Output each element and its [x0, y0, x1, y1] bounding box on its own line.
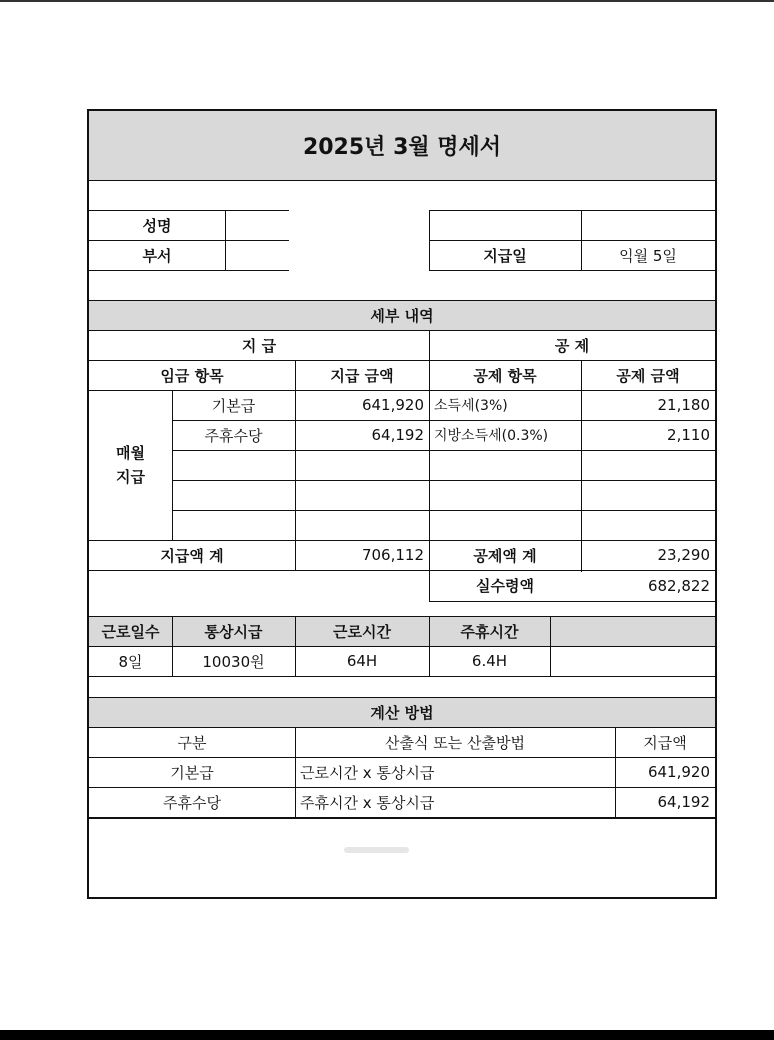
deduct-item: [429, 480, 581, 510]
hourly-rate-label: 통상시급: [172, 617, 295, 646]
wage-item: 주휴수당: [204, 426, 263, 445]
page-title: 2025년 3월 명세서: [89, 111, 715, 180]
payday-label: 지급일: [483, 246, 527, 265]
group-label-line2: 지급: [116, 468, 145, 486]
work-hours-label: 근로시간: [295, 617, 429, 646]
work-header-blank: [550, 617, 715, 646]
wage-item: [172, 510, 295, 540]
calc-amount: 641,920: [647, 763, 710, 781]
calc-title: 계산 방법: [89, 698, 715, 727]
deduct-amount: [581, 450, 715, 480]
calc-method: 근로시간 x 통상시급: [300, 763, 435, 782]
pay-total-value: 706,112: [361, 546, 424, 564]
pay-amount: [295, 480, 429, 510]
deduct-total-value: 23,290: [657, 546, 710, 564]
wage-item: 기본급: [211, 396, 256, 415]
name-label: 성명: [142, 216, 172, 235]
pay-statement: [87, 109, 717, 899]
calc-col-method: 산출식 또는 산출방법: [385, 733, 525, 752]
pay-amount: 64,192: [371, 426, 424, 444]
deduct-total-label: 공제액 계: [473, 546, 537, 565]
pay-amount: 641,920: [361, 396, 424, 414]
calc-amount: 64,192: [657, 793, 710, 811]
deduct-amount: [581, 510, 715, 540]
details-title: 세부 내역: [89, 301, 715, 330]
calc-method: 주휴시간 x 통상시급: [300, 793, 435, 812]
col-wage-item: 임금 항목: [160, 366, 224, 385]
weekly-hours-value: 6.4H: [471, 652, 508, 670]
wage-item: [172, 450, 295, 480]
pay-total-label: 지급액 계: [160, 546, 224, 565]
deduct-amount: [581, 480, 715, 510]
redacted-mark: [344, 847, 409, 853]
deduct-header: 공 제: [554, 336, 590, 355]
bottom-edge: [0, 1030, 774, 1040]
hourly-rate-value: 10030원: [202, 652, 265, 671]
calc-col-amount: 지급액: [643, 733, 687, 752]
work-days-value: 8일: [118, 652, 143, 671]
dept-label: 부서: [142, 246, 172, 265]
calc-col-category: 구분: [177, 733, 207, 752]
top-edge: [0, 0, 774, 2]
work-hours-value: 64H: [346, 652, 378, 670]
pay-header: 지 급: [241, 336, 277, 355]
calc-category: 기본급: [170, 763, 214, 782]
deduct-amount: 21,180: [657, 396, 710, 414]
net-pay-label: 실수령액: [476, 577, 534, 595]
payday-value: 익월 5일: [619, 246, 677, 265]
pay-amount: [295, 510, 429, 540]
col-deduct-item: 공제 항목: [473, 366, 537, 385]
calc-category: 주휴수당: [163, 793, 221, 812]
col-pay-amount: 지급 금액: [330, 366, 394, 385]
redacted-area: [289, 208, 429, 272]
group-label-line1: 매월: [116, 444, 145, 462]
group-label: [89, 390, 172, 540]
deduct-item: 지방소득세(0.3%): [434, 428, 549, 444]
wage-item: [172, 480, 295, 510]
deduct-item: [429, 510, 581, 540]
work-days-label: 근로일수: [89, 617, 172, 646]
net-pay-value: 682,822: [647, 576, 710, 595]
col-deduct-amount: 공제 금액: [616, 366, 680, 385]
deduct-amount: 2,110: [667, 426, 710, 444]
deduct-item: 소득세(3%): [434, 398, 508, 414]
pay-amount: [295, 450, 429, 480]
weekly-hours-label: 주휴시간: [429, 617, 550, 646]
deduct-item: [429, 450, 581, 480]
